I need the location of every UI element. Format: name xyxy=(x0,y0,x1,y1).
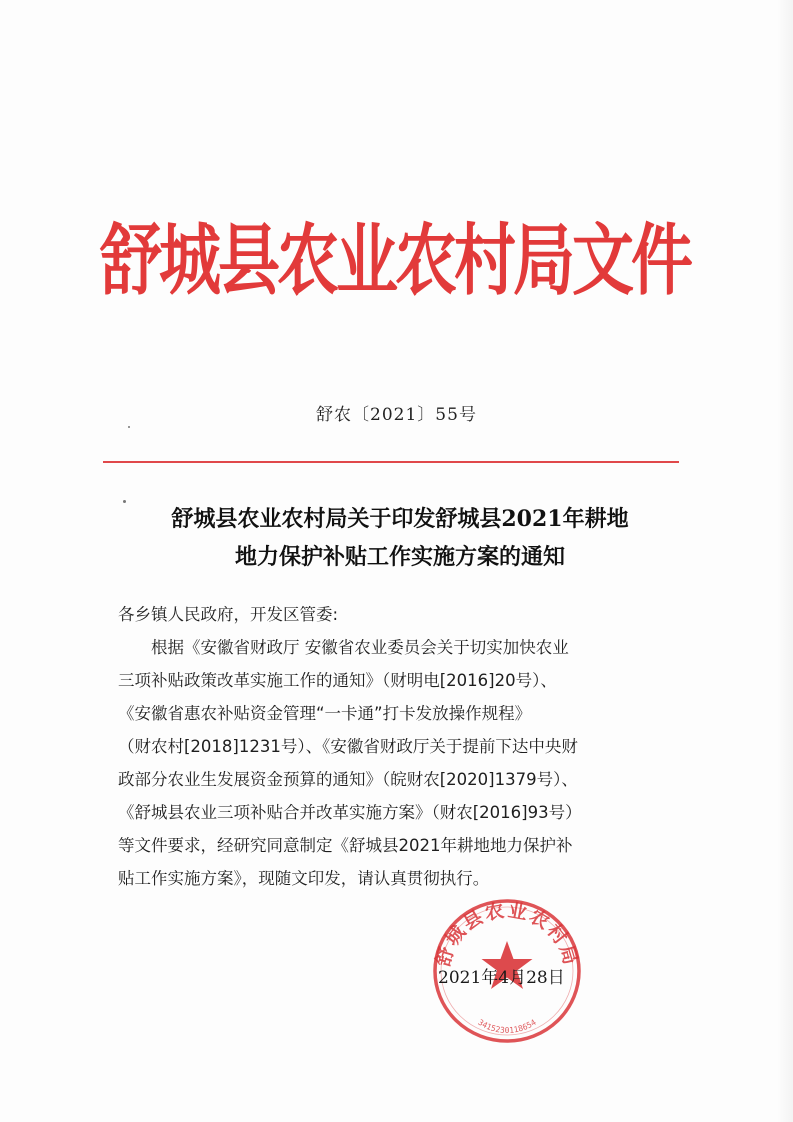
signature-date: 2021年4月28日 xyxy=(438,968,565,988)
body-line: （财农村[2018]1231号）、《安徽省财政厅关于提前下达中央财 xyxy=(118,737,578,756)
seal-text: 舒城县农业农村局 xyxy=(431,899,583,969)
body-line: 《安徽省惠农补贴资金管理“一卡通”打卡发放操作规程》 xyxy=(118,704,532,723)
body-line: 《舒城县农业三项补贴合并改革实施方案》（财农[2016]93号） xyxy=(118,803,582,822)
scan-speck xyxy=(123,500,126,503)
scan-edge-shadow xyxy=(777,0,793,1122)
svg-text:3415230118654 xyxy=(476,1018,538,1035)
body-line: 贴工作实施方案》，现随文印发，请认真贯彻执行。 xyxy=(118,869,490,888)
scan-speck xyxy=(128,426,130,428)
addressee: 各乡镇人民政府，开发区管委: xyxy=(118,605,339,624)
body-line: 根据《安徽省财政厅 安徽省农业委员会关于切实加快农业 xyxy=(151,638,569,657)
notice-title xyxy=(60,500,740,576)
masthead-title: 舒城县农业农村局文件 xyxy=(100,214,691,306)
document-number: 舒农〔2021〕55号 xyxy=(316,405,477,425)
notice-body xyxy=(118,598,683,895)
body-line: 政部分农业生发展资金预算的通知》（皖财农[2020]1379号）、 xyxy=(118,770,578,789)
notice-title-line-2: 地力保护补贴工作实施方案的通知 xyxy=(234,544,565,570)
notice-title-line-1: 舒城县农业农村局关于印发舒城县2021年耕地 xyxy=(171,506,629,532)
body-line: 三项补贴政策改革实施工作的通知》（财明电[2016]20号）、 xyxy=(118,671,557,690)
body-line: 等文件要求，经研究同意制定《舒城县2021年耕地地力保护补 xyxy=(118,836,573,855)
seal-code: 3415230118654 xyxy=(476,1017,538,1035)
red-divider-line xyxy=(103,461,679,463)
